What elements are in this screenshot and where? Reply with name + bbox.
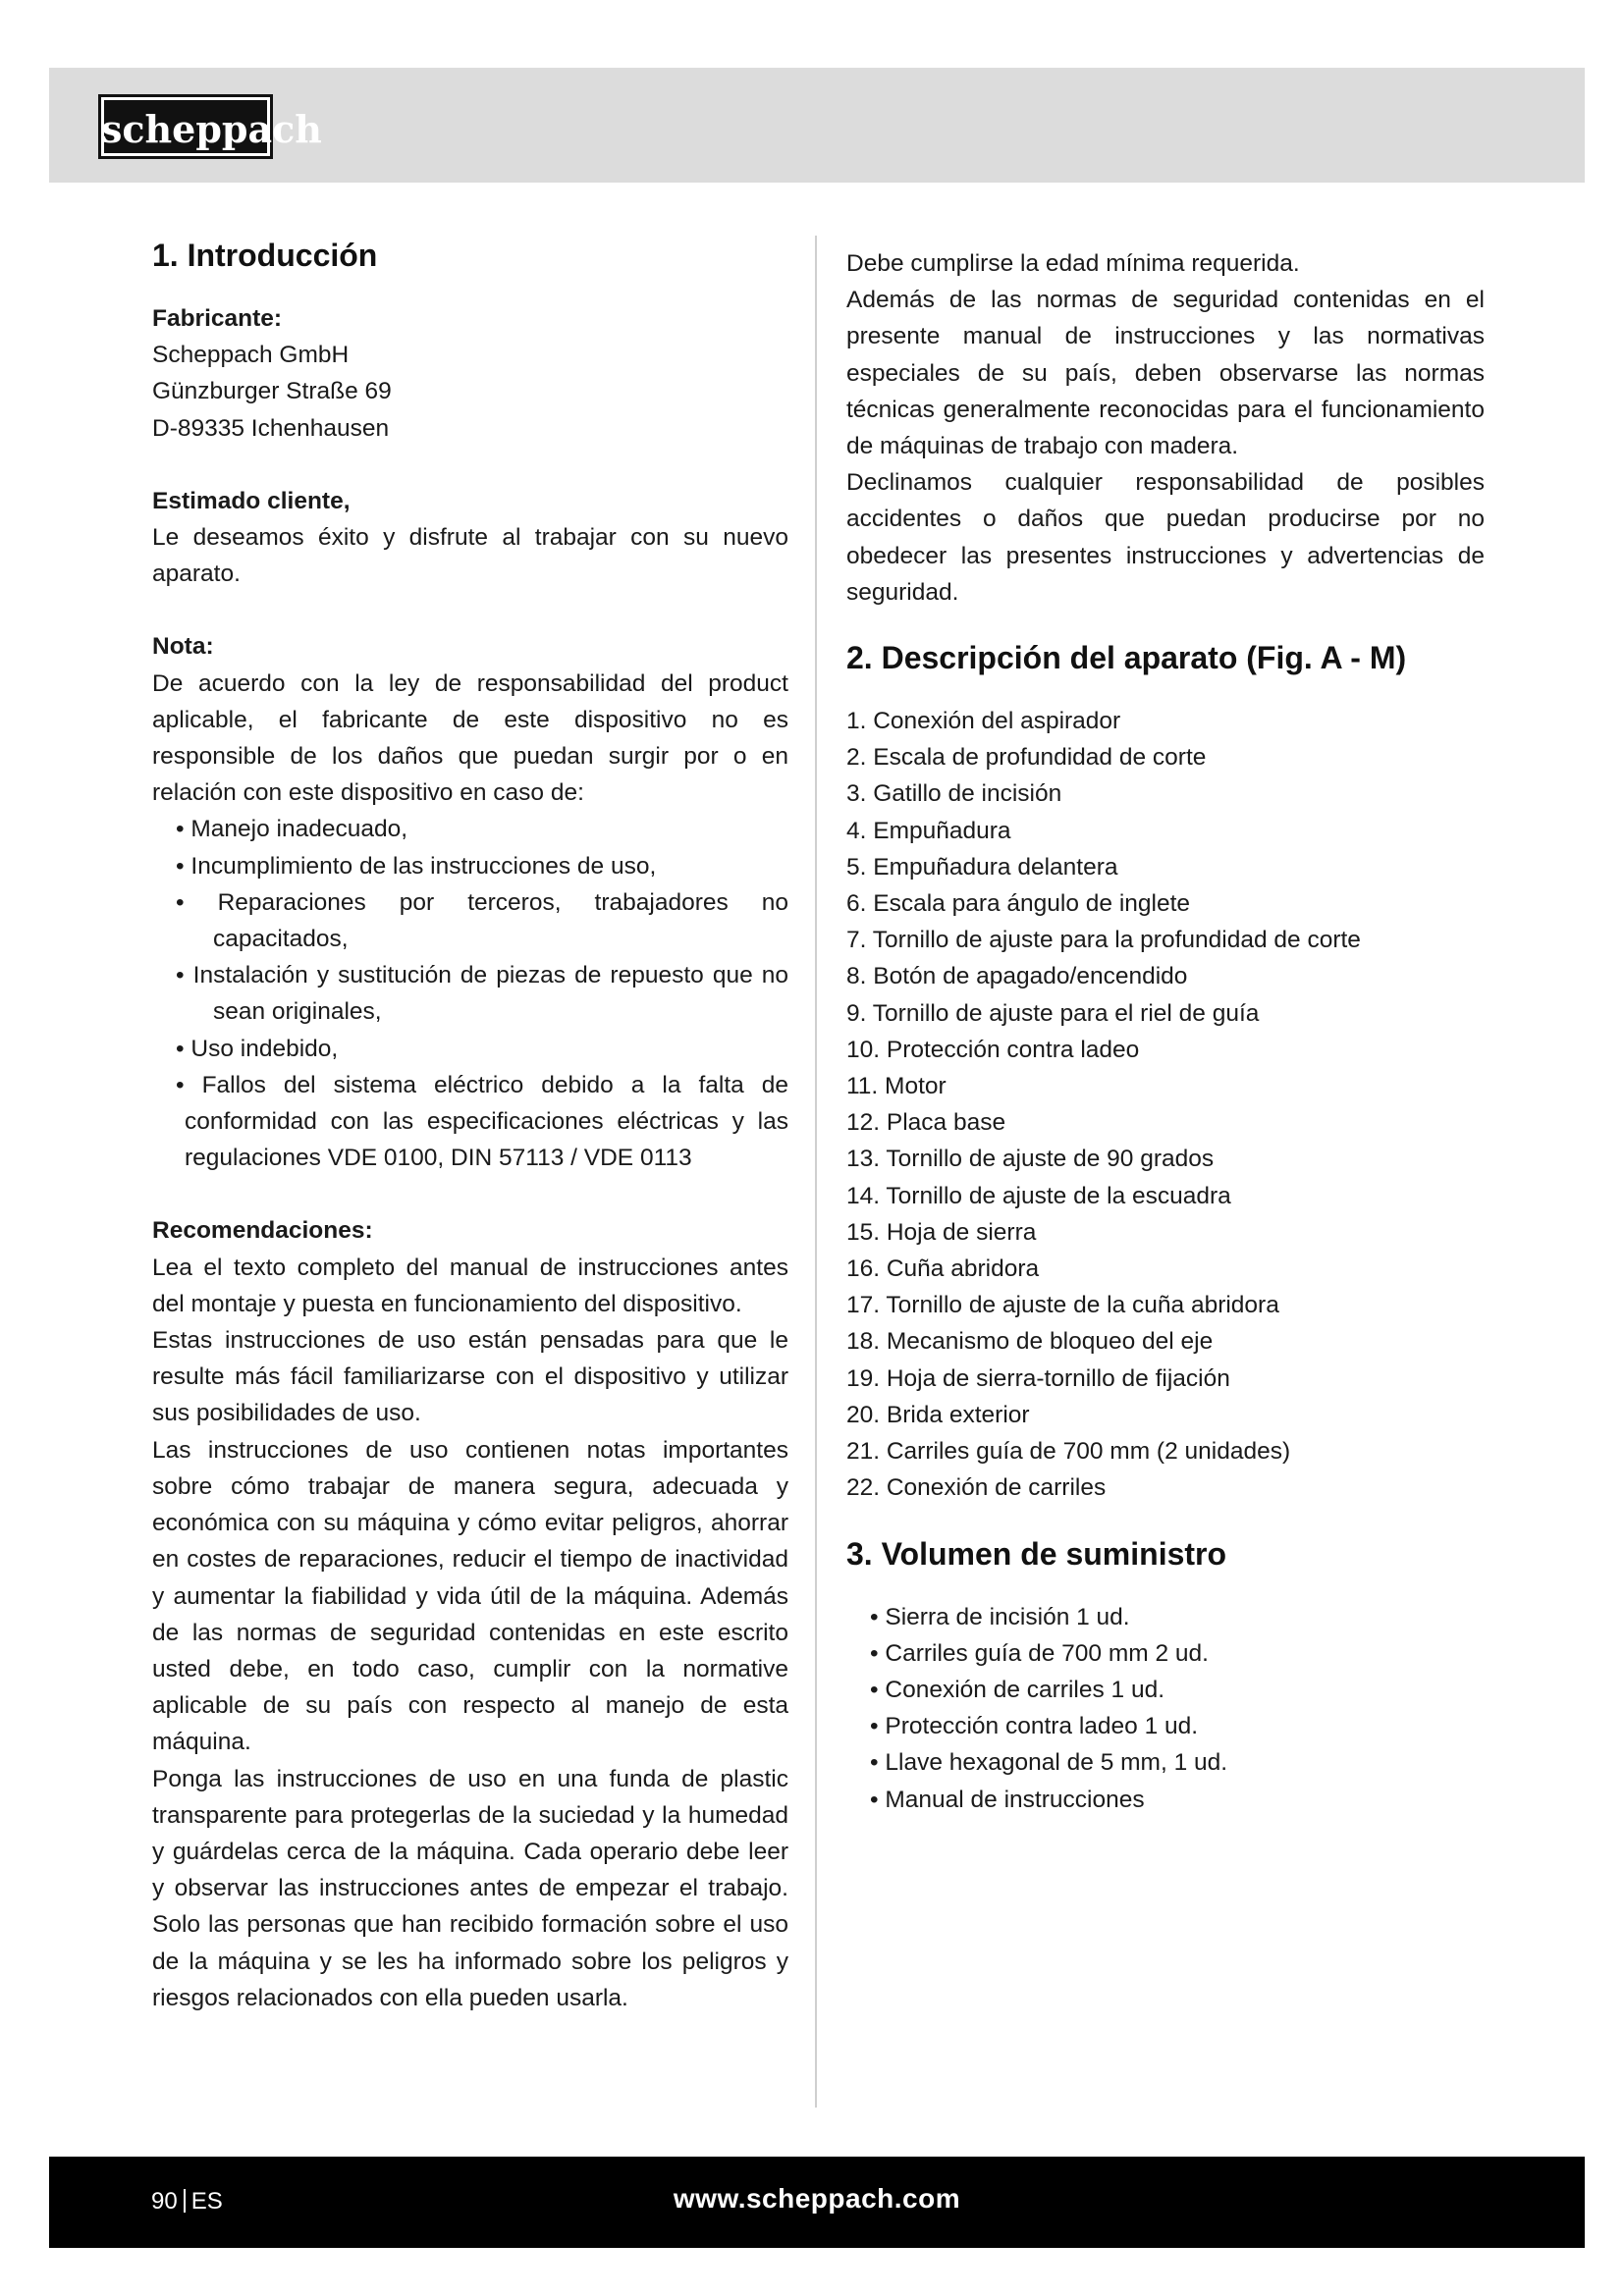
manufacturer-line: Scheppach GmbH: [152, 342, 350, 369]
left-column: [152, 236, 788, 2016]
list-item: 13. Tornillo de ajuste de 90 grados: [846, 1146, 1215, 1173]
list-item: 17. Tornillo de ajuste de la cuña abridora: [846, 1292, 1279, 1319]
list-item: 4. Empuñadura: [846, 817, 1011, 844]
manufacturer-line: Günzburger Straße 69: [152, 378, 392, 405]
list-item: 19. Hoja de sierra-tornillo de fijación: [846, 1364, 1230, 1392]
footer-band: [49, 2157, 1585, 2248]
list-item: 7. Tornillo de ajuste para la profundidad de corte: [846, 927, 1361, 954]
intro-heading: 1. Introducción: [152, 238, 378, 273]
website-link[interactable]: www.scheppach.com: [673, 2183, 961, 2214]
list-item: 12. Placa base: [846, 1109, 1006, 1137]
manufacturer-label: Fabricante:: [152, 305, 283, 332]
continued-paragraph: Declinamos cualquier responsabilidad de posibles accidentes o daños que puedan producirse por no obedecer las presentes instrucciones y advertencias de seguridad.: [846, 469, 1485, 606]
list-item: 22. Conexión de carriles: [846, 1474, 1107, 1502]
recommendations-label: Recomendaciones:: [152, 1217, 373, 1245]
list-item: • Conexión de carriles 1 ud.: [870, 1676, 1165, 1703]
right-column: [846, 236, 1485, 1818]
note-bullet-list: [152, 811, 788, 1176]
list-item: 5. Empuñadura delantera: [846, 853, 1118, 881]
supply-heading: 3. Volumen de suministro: [846, 1535, 1227, 1572]
list-item: • Incumplimiento de las instrucciones de uso,: [176, 852, 657, 880]
manufacturer-line: D-89335 Ichenhausen: [152, 414, 390, 442]
description-list: [846, 703, 1485, 1506]
list-item: 8. Botón de apagado/encendido: [846, 963, 1188, 990]
list-item: • Fallos del sistema eléctrico debido a la falta de conformidad con las especificaciones eléctricas y las regulaciones VDE 0100, DIN 57113 / VDE 0113: [176, 1071, 789, 1172]
continued-paragraph: Además de las normas de seguridad contenidas en el presente manual de instrucciones y las normativas especiales de su país, deben observarse las normas técnicas generalmente reconocidas para el funcionamiento de máquinas de trabajo con madera.: [846, 287, 1485, 460]
recommendations-paragraph: Lea el texto completo del manual de instrucciones antes del montaje y puesta en funcionamiento del dispositivo.: [152, 1254, 788, 1317]
list-item: • Carriles guía de 700 mm 2 ud.: [870, 1639, 1209, 1667]
list-item: 9. Tornillo de ajuste para el riel de guía: [846, 999, 1260, 1027]
list-item: • Manejo inadecuado,: [176, 816, 408, 843]
list-item: 2. Escala de profundidad de corte: [846, 744, 1207, 772]
list-item: 20. Brida exterior: [846, 1401, 1030, 1428]
list-item: • Sierra de incisión 1 ud.: [870, 1603, 1130, 1630]
list-item: 6. Escala para ángulo de inglete: [846, 890, 1191, 918]
dear-customer-text: Le deseamos éxito y disfrute al trabajar con su nuevo aparato.: [152, 524, 788, 588]
list-item: 14. Tornillo de ajuste de la escuadra: [846, 1182, 1231, 1209]
list-item: 18. Mecanismo de bloqueo del eje: [846, 1328, 1214, 1356]
list-item: 21. Carriles guía de 700 mm (2 unidades): [846, 1438, 1291, 1466]
list-item: • Manual de instrucciones: [870, 1786, 1145, 1813]
recommendations-paragraph: Ponga las instrucciones de uso en una funda de plastic transparente para protegerlas de la suciedad y la humedad y guárdelas cerca de la máquina. Cada operario debe leer y observar las instrucciones antes de empezar el trabajo. Solo las personas que han recibido formación sobre el uso de la máquina y se les ha informado sobre los peligros y riesgos relacionados con ella pueden usarla.: [152, 1765, 788, 2011]
list-item: 16. Cuña abridora: [846, 1255, 1040, 1283]
description-heading: 2. Descripción del aparato (Fig. A - M): [846, 640, 1407, 676]
page-number-value: 90: [151, 2188, 178, 2215]
list-item: 11. Motor: [846, 1073, 947, 1100]
header-band: [49, 68, 1585, 183]
list-item: • Instalación y sustitución de piezas de repuesto que no sean originales,: [176, 962, 788, 1026]
list-item: 3. Gatillo de incisión: [846, 780, 1062, 808]
continued-paragraph: Debe cumplirse la edad mínima requerida.: [846, 250, 1300, 277]
note-text: De acuerdo con la ley de responsabilidad del product aplicable, el fabricante de este dispositivo no es responsible de los daños que puedan surgir por o en relación con este dispositivo en caso de:: [152, 669, 788, 807]
column-divider: [815, 236, 817, 2108]
supply-list: [846, 1599, 1485, 1818]
note-label: Nota:: [152, 633, 214, 661]
list-item: 10. Protección contra ladeo: [846, 1036, 1140, 1063]
list-item: • Llave hexagonal de 5 mm, 1 ud.: [870, 1749, 1228, 1777]
scheppach-logo: scheppach: [98, 94, 273, 159]
list-item: 15. Hoja de sierra: [846, 1218, 1037, 1246]
list-item: • Uso indebido,: [176, 1035, 339, 1062]
list-item: • Reparaciones por terceros, trabajadores no capacitados,: [176, 888, 788, 953]
recommendations-paragraph: Estas instrucciones de uso están pensadas para que le resulte más fácil familiarizarse con el dispositivo y utilizar sus posibilidades de uso.: [152, 1327, 788, 1427]
list-item: 1. Conexión del aspirador: [846, 708, 1121, 735]
dear-customer-label: Estimado cliente,: [152, 487, 351, 514]
language-code: ES: [190, 2188, 223, 2215]
list-item: • Protección contra ladeo 1 ud.: [870, 1713, 1199, 1740]
recommendations-paragraph: Las instrucciones de uso contienen notas importantes sobre cómo trabajar de manera segura, adecuada y económica con su máquina y cómo evitar peligros, ahorrar en costes de reparaciones, reducir el tiempo de inactividad y aumentar la fiabilidad y vida útil de la máquina. Además de las normas de seguridad contenidas en este escrito usted debe, en todo caso, cumplir con la normative aplicable de su país con respecto al manejo de esta máquina.: [152, 1436, 788, 1756]
